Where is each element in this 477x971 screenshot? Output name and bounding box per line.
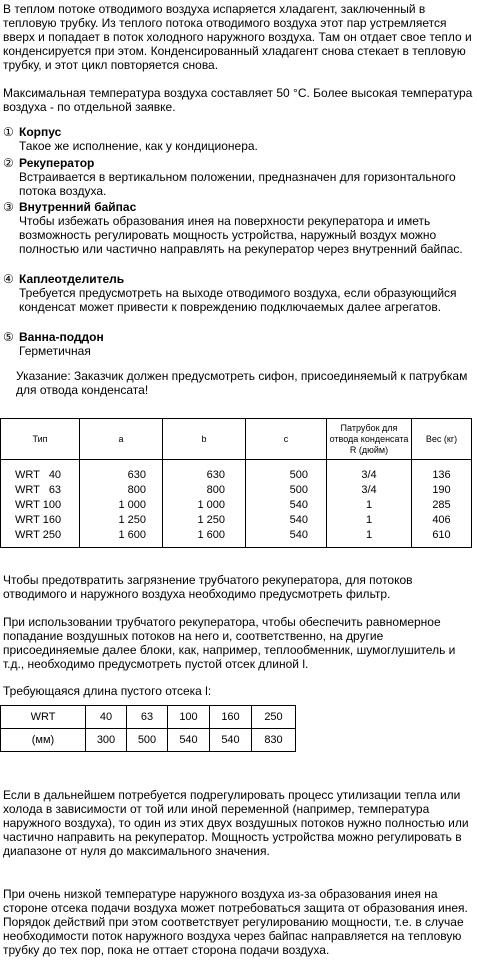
component-description: Чтобы избежать образования инея на поверхности рекуператора и иметь возможность регулировать мощность устройства, наружный воздух можно полностью или частично направлять на рекуператор через внутренний байпас. — [19, 214, 463, 256]
cell-c: 540 — [246, 513, 327, 528]
component-description: Такое же исполнение, как у кондиционера. — [19, 139, 258, 153]
cell-c: 540 — [246, 528, 327, 548]
cell-weight: 406 — [412, 513, 472, 528]
table-row — [1, 729, 296, 752]
cell-label: WRT — [1, 706, 86, 729]
cell-value: 300 — [86, 729, 127, 752]
cell-type: WRT 100 — [1, 498, 80, 513]
column-header-type: Тип — [1, 419, 80, 460]
cell-value: 160 — [210, 706, 252, 729]
cell-value: 63 — [127, 706, 168, 729]
table-row — [1, 460, 472, 484]
component-description: Встраивается в вертикальном положении, предназначен для горизонтального потока воздуха. — [19, 170, 456, 198]
intro-paragraph: В теплом потоке отводимого воздуха испаряется хладагент, заключенный в тепловую трубку. Из теплого потока отводимого воздуха этот пар устремляется вверх и попадает в поток холодного наружного воздуха. Там он отдает свое тепло и конденсируется при этом. Конденсированный хладагент снова стекает в тепловую трубку, и этот цикл повторяется снова. — [3, 2, 472, 72]
column-header-a: a — [80, 419, 163, 460]
frost-protection-paragraph: При очень низкой температуре наружного воздуха из-за образования инея на стороне отсека подачи воздуха может потребоваться защита от образования инея. Порядок действий при этом соответствует регулированию мощности, т.е. в случае необходимости поток наружного воздуха через байпас направляется на тепловую трубку до тех пор, пока не оттает сторона подачи воздуха. — [3, 887, 468, 957]
cell-type: WRT 250 — [1, 528, 80, 548]
component-number: ③ — [3, 200, 14, 214]
siphon-note: Указание: Заказчик должен предусмотреть сифон, присоединяемый к патрубкам для отвода конденсата! — [16, 369, 468, 397]
cell-value: 540 — [168, 729, 210, 752]
cell-b: 800 — [163, 483, 246, 498]
cell-value: 830 — [252, 729, 296, 752]
cell-weight: 190 — [412, 483, 472, 498]
cell-type: WRT 160 — [1, 513, 80, 528]
table-row — [1, 528, 472, 548]
cell-a: 800 — [80, 483, 163, 498]
cell-condensate-pipe: 3/4 — [327, 460, 412, 484]
cell-type: WRT 63 — [1, 483, 80, 498]
cell-c: 500 — [246, 483, 327, 498]
cell-b: 1 000 — [163, 498, 246, 513]
cell-b: 630 — [163, 460, 246, 484]
cell-c: 500 — [246, 460, 327, 484]
adjustment-paragraph: Если в дальнейшем потребуется подрегулировать процесс утилизации тепла или холода в зависимости от той или иной переменной (например, температура наружного воздуха), то один из этих двух воздушных потоков нужно полностью или частично направить на рекуператор. Мощность устройства можно регулировать в диапазоне от нуля до максимального значения. — [3, 788, 469, 858]
component-title: Корпус — [19, 125, 62, 139]
component-number: ② — [3, 156, 14, 170]
cell-b: 1 600 — [163, 528, 246, 548]
component-number: ⑤ — [3, 330, 14, 344]
component-number: ④ — [3, 272, 14, 286]
component-title: Каплеотделитель — [19, 272, 125, 286]
component-title: Внутренний байпас — [19, 200, 137, 214]
cell-a: 630 — [80, 460, 163, 484]
cell-condensate-pipe: 1 — [327, 528, 412, 548]
specification-table — [0, 418, 472, 548]
cell-a: 1 250 — [80, 513, 163, 528]
component-title: Ванна-поддон — [19, 330, 104, 344]
length-heading: Требующаяся длина пустого отсека l: — [3, 684, 212, 698]
component-description: Требуется предусмотреть на выходе отводимого воздуха, если образующийся конденсат может привести к повреждению подключаемых далее агрегатов. — [19, 286, 457, 314]
cell-value: 250 — [252, 706, 296, 729]
table-header-row — [1, 419, 472, 460]
empty-chamber-paragraph: При использовании трубчатого рекуператора, чтобы обеспечить равномерное попадание воздушных потоков на него и, соответственно, на другие присоединяемые далее блоки, как, например, теплообменник, шумоглушитель и т.д., необходимо предусмотреть пустой отсек длиной l. — [3, 615, 456, 671]
cell-a: 1 600 — [80, 528, 163, 548]
cell-condensate-pipe: 1 — [327, 513, 412, 528]
cell-weight: 136 — [412, 460, 472, 484]
component-number: ① — [3, 125, 14, 139]
cell-condensate-pipe: 3/4 — [327, 483, 412, 498]
table-row — [1, 513, 472, 528]
max-temperature-paragraph: Максимальная температура воздуха составляет 50 °C. Более высокая температура воздуха - по отдельной заявке. — [3, 86, 473, 114]
chamber-length-table — [0, 705, 296, 752]
filter-paragraph: Чтобы предотвратить загрязнение трубчатого рекуператора, для потоков отводимого и наружного воздуха необходимо предусмотреть фильтр. — [3, 573, 413, 601]
cell-label: (мм) — [1, 729, 86, 752]
cell-weight: 610 — [412, 528, 472, 548]
table-row — [1, 706, 296, 729]
column-header-c: c — [246, 419, 327, 460]
component-description: Герметичная — [19, 344, 91, 358]
cell-type: WRT 40 — [1, 460, 80, 484]
cell-value: 100 — [168, 706, 210, 729]
cell-value: 540 — [210, 729, 252, 752]
cell-a: 1 000 — [80, 498, 163, 513]
cell-condensate-pipe: 1 — [327, 498, 412, 513]
component-title: Рекуператор — [19, 156, 95, 170]
column-header-b: b — [163, 419, 246, 460]
cell-weight: 285 — [412, 498, 472, 513]
table-row — [1, 483, 472, 498]
column-header-condensate-pipe: Патрубок для отвода конденсата R (дюйм) — [327, 419, 412, 460]
cell-c: 540 — [246, 498, 327, 513]
cell-b: 1 250 — [163, 513, 246, 528]
cell-value: 500 — [127, 729, 168, 752]
column-header-weight: Вес (кг) — [412, 419, 472, 460]
cell-value: 40 — [86, 706, 127, 729]
table-row — [1, 498, 472, 513]
